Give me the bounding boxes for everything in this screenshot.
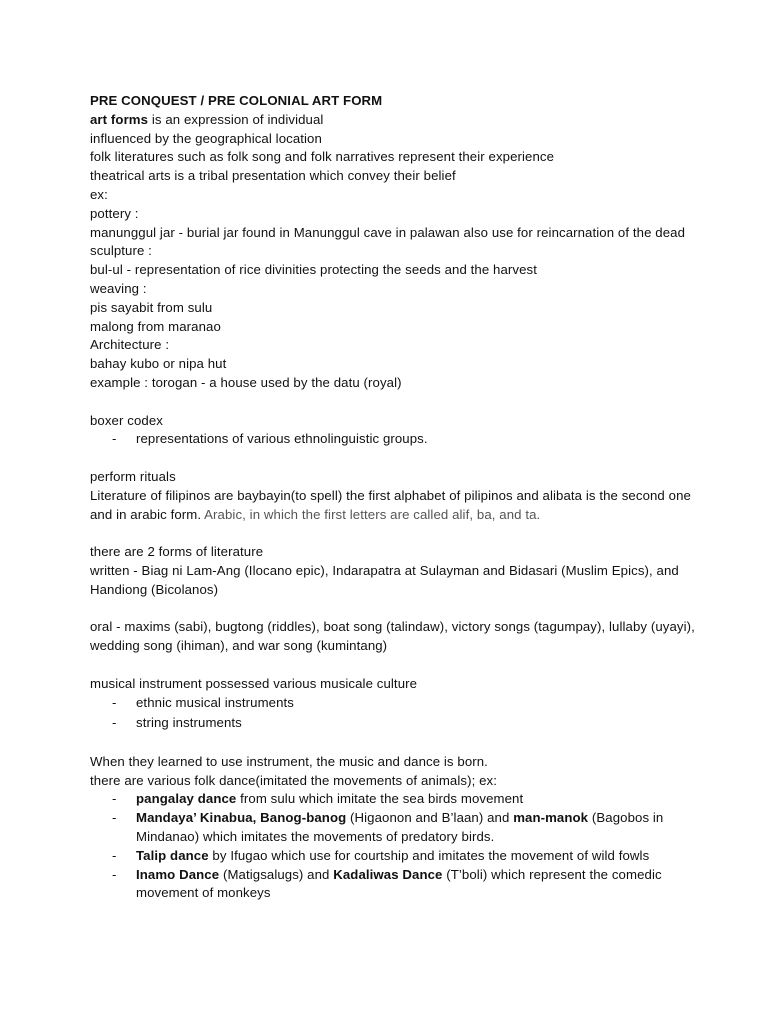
intro-line: folk literatures such as folk song and folk narratives represent their experience: [90, 149, 555, 165]
paragraph-gap: [90, 524, 708, 543]
paragraph-gap: [90, 449, 708, 468]
dance-description: (Matigsalugs) and: [219, 866, 334, 882]
rituals-heading: perform rituals: [90, 468, 176, 484]
dance-description: by Ifugao which use for courtship and imitates the movement of wild fowls: [208, 847, 650, 863]
dash-bullet: -: [112, 714, 117, 730]
list-item: [112, 866, 708, 904]
dance-name: man-manok: [513, 810, 589, 826]
intro-line: Architecture :: [90, 337, 170, 353]
rituals-text: Literature of filipinos are baybayin(to spell) the first alphabet of pilipinos and alibata is the second one and in arabic form.: [90, 487, 691, 522]
list-item-text: ethnic musical instruments: [136, 694, 294, 710]
dash-bullet: -: [112, 810, 117, 826]
intro-line: malong from maranao: [90, 318, 221, 334]
literature-written: written - Biag ni Lam-Ang (Ilocano epic), Indarapatra at Sulayman and Bidasari (Muslim Epics), and Handiong (Bicolanos): [90, 562, 679, 597]
list-item: [112, 714, 708, 733]
art-forms-definition: is an expression of individual: [148, 111, 324, 127]
dance-name: Talip dance: [136, 847, 209, 863]
intro-line: theatrical arts is a tribal presentation which convey their belief: [90, 168, 456, 184]
list-item-text: representations of various ethnolinguistic groups.: [136, 431, 428, 447]
boxer-codex-heading: boxer codex: [90, 412, 163, 428]
list-item: [112, 694, 708, 713]
dance-description: (Higaonon and B’laan) and: [346, 810, 514, 826]
dance-description: from sulu which imitate the sea birds movement: [236, 791, 524, 807]
intro-line: bul-ul - representation of rice divinities protecting the seeds and the harvest: [90, 262, 537, 278]
dash-bullet: -: [112, 694, 117, 710]
rituals-paragraph: [90, 487, 708, 525]
document-title: PRE CONQUEST / PRE COLONIAL ART FORM: [90, 93, 383, 108]
dance-description: (Bagobos in Mindanao) which imitates the movements of predatory birds.: [136, 810, 664, 845]
intro-line: weaving :: [90, 280, 147, 296]
intro-line: pottery :: [90, 205, 139, 221]
dash-bullet: -: [112, 866, 117, 882]
intro-line: example : torogan - a house used by the datu (royal): [90, 374, 402, 390]
intro-line: ex:: [90, 186, 108, 202]
rituals-arabic-text: Arabic, in which the first letters are called alif, ba, and ta.: [201, 506, 541, 522]
dash-bullet: -: [112, 431, 117, 447]
dance-name: Mandaya’ Kinabua, Banog-banog: [136, 810, 347, 826]
intro-line-art-forms: [90, 111, 708, 130]
intro-line: sculpture :: [90, 243, 152, 259]
intro-line: influenced by the geographical location: [90, 130, 322, 146]
list-item: [112, 430, 708, 449]
dance-name: Inamo Dance: [136, 866, 220, 882]
dance-intro-line: there are various folk dance(imitated the movements of animals); ex:: [90, 772, 498, 788]
intro-line: manunggul jar - burial jar found in Manunggul cave in palawan also use for reincarnation of the dead: [90, 224, 686, 240]
literature-heading: there are 2 forms of literature: [90, 544, 264, 560]
list-item: [112, 847, 708, 866]
boxer-codex-list: [90, 430, 708, 449]
dance-name: pangalay dance: [136, 791, 237, 807]
dash-bullet: -: [112, 847, 117, 863]
intro-line: pis sayabit from sulu: [90, 299, 213, 315]
dance-name: Kadaliwas Dance: [333, 866, 443, 882]
list-item-text: string instruments: [136, 714, 242, 730]
literature-oral: oral - maxims (sabi), bugtong (riddles), boat song (talindaw), victory songs (tagumpay), lullaby (uyayi), wedding song (ihiman), and war song (kumintang): [90, 619, 695, 654]
list-item: [112, 809, 708, 847]
dance-description: (T’boli) which represent the comedic movement of monkeys: [136, 866, 662, 901]
paragraph-gap: [90, 600, 708, 619]
paragraph-gap: [90, 656, 708, 675]
art-forms-term: art forms: [90, 111, 149, 127]
dash-bullet: -: [112, 791, 117, 807]
music-heading: musical instrument possessed various musicale culture: [90, 675, 418, 691]
paragraph-gap: [90, 393, 708, 412]
dance-intro-line: When they learned to use instrument, the music and dance is born.: [90, 753, 488, 769]
paragraph-gap: [90, 734, 708, 753]
list-item: [112, 790, 708, 809]
intro-line: bahay kubo or nipa hut: [90, 356, 227, 372]
music-list: [90, 694, 708, 733]
dance-list: [90, 790, 708, 903]
